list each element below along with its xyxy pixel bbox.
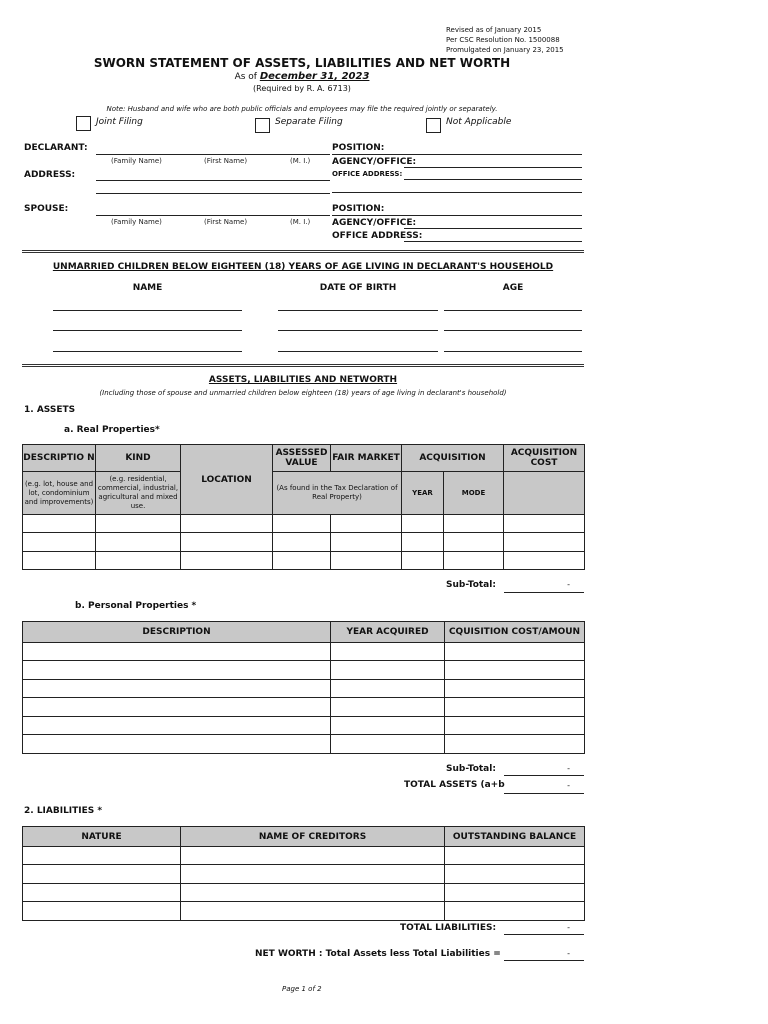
- table-row[interactable]: [23, 884, 585, 902]
- table-row[interactable]: [23, 552, 585, 570]
- declarant-agency-field[interactable]: [404, 167, 582, 168]
- declarant-family-name-caption: (Family Name): [111, 157, 162, 165]
- address-field-1[interactable]: [96, 180, 330, 181]
- real-subtotal-field: [504, 592, 584, 593]
- liabilities-creditors-header: NAME OF CREDITORS: [181, 827, 445, 847]
- address-field-2[interactable]: [96, 193, 330, 194]
- table-row[interactable]: [23, 717, 585, 735]
- real-fair-market-header: FAIR MARKET: [331, 445, 402, 472]
- net-worth-value: -: [567, 949, 570, 958]
- declarant-office-address-field-2[interactable]: [332, 192, 582, 193]
- real-tax-declaration-subheader: (As found in the Tax Declaration of Real Property): [273, 472, 402, 515]
- net-worth-label: NET WORTH : Total Assets less Total Liabilities =: [255, 949, 501, 959]
- as-of-prefix: As of: [234, 72, 257, 82]
- personal-subtotal-field: [504, 775, 584, 776]
- revision-line-2: Per CSC Resolution No. 1500088: [446, 36, 560, 44]
- table-row[interactable]: [23, 661, 585, 680]
- revision-line-1: Revised as of January 2015: [446, 26, 542, 34]
- real-kind-subheader: (e.g. residential, commercial, industrial, agricultural and mixed use.: [96, 472, 181, 515]
- real-location-header: LOCATION: [181, 445, 273, 515]
- spouse-family-name-caption: (Family Name): [111, 218, 162, 226]
- liabilities-label: 2. LIABILITIES *: [24, 806, 103, 816]
- real-acquisition-header: ACQUISITION: [402, 445, 504, 472]
- real-subtotal-value: -: [567, 580, 570, 589]
- child-name-field[interactable]: [53, 351, 242, 352]
- table-row[interactable]: [23, 902, 585, 921]
- real-mode-header: MODE: [444, 472, 504, 515]
- declarant-first-name-caption: (First Name): [204, 157, 248, 165]
- child-name-field[interactable]: [53, 330, 242, 331]
- spouse-position-label: POSITION:: [332, 204, 385, 214]
- table-row[interactable]: [23, 735, 585, 754]
- section-divider: [22, 364, 584, 367]
- assets-section-title: ASSETS, LIABILITIES AND NETWORTH: [208, 375, 398, 385]
- declarant-mi-caption: (M. I.): [290, 157, 311, 165]
- total-liabilities-value: -: [567, 923, 570, 932]
- required-by: (Required by R. A. 6713): [253, 84, 351, 93]
- real-assessed-header: ASSESSED VALUE: [273, 445, 331, 472]
- table-row[interactable]: [23, 847, 585, 865]
- real-description-header: DESCRIPTIO N: [23, 445, 96, 472]
- joint-filing-label: Joint Filing: [96, 117, 143, 127]
- personal-description-header: DESCRIPTION: [23, 622, 331, 643]
- spouse-first-name-caption: (First Name): [204, 218, 248, 226]
- personal-cost-header: CQUISITION COST/AMOUN: [445, 622, 585, 643]
- real-subtotal-label: Sub-Total:: [446, 580, 496, 590]
- table-row[interactable]: [23, 698, 585, 717]
- personal-year-header: YEAR ACQUIRED: [331, 622, 445, 643]
- spouse-mi-caption: (M. I.): [290, 218, 311, 226]
- children-dob-header: DATE OF BIRTH: [319, 283, 397, 293]
- as-of-date: December 31, 2023: [259, 71, 370, 82]
- separate-filing-checkbox[interactable]: [255, 118, 270, 133]
- personal-properties-table: [22, 621, 585, 754]
- children-age-header: AGE: [502, 283, 524, 293]
- child-age-field[interactable]: [444, 310, 582, 311]
- declarant-position-field[interactable]: [332, 154, 582, 155]
- child-age-field[interactable]: [444, 330, 582, 331]
- revision-line-3: Promulgated on January 23, 2015: [446, 46, 564, 54]
- revision-note: [446, 25, 564, 55]
- separate-filing-label: Separate Filing: [275, 117, 343, 127]
- page-number: Page 1 of 2: [282, 985, 322, 993]
- declarant-name-field[interactable]: [96, 154, 330, 155]
- assets-section-subtitle: (Including those of spouse and unmarried children below eighteen (18) years of age living in declarant's household): [99, 389, 507, 397]
- child-age-field[interactable]: [444, 351, 582, 352]
- joint-filing-checkbox[interactable]: [76, 116, 91, 131]
- total-liabilities-label: TOTAL LIABILITIES:: [400, 923, 497, 933]
- child-dob-field[interactable]: [278, 330, 438, 331]
- declarant-position-label: POSITION:: [332, 143, 385, 153]
- spouse-label: SPOUSE:: [24, 204, 69, 214]
- real-properties-table: [22, 444, 585, 570]
- as-of-line: [0, 71, 604, 82]
- not-applicable-checkbox[interactable]: [426, 118, 441, 133]
- child-name-field[interactable]: [53, 310, 242, 311]
- children-title: UNMARRIED CHILDREN BELOW EIGHTEEN (18) YEARS OF AGE LIVING IN DECLARANT'S HOUSEHOLD: [52, 262, 554, 272]
- personal-properties-label: b. Personal Properties *: [75, 601, 197, 611]
- declarant-office-address-field[interactable]: [404, 179, 582, 180]
- table-row[interactable]: [23, 865, 585, 884]
- section-divider: [22, 250, 584, 253]
- spouse-office-address-label: OFFICE ADDRESS:: [332, 231, 423, 241]
- child-dob-field[interactable]: [278, 310, 438, 311]
- real-year-header: YEAR: [402, 472, 444, 515]
- real-kind-header: KIND: [96, 445, 181, 472]
- total-liabilities-field: [504, 934, 584, 935]
- total-assets-value: -: [567, 781, 570, 790]
- child-dob-field[interactable]: [278, 351, 438, 352]
- form-title: SWORN STATEMENT OF ASSETS, LIABILITIES AND NET WORTH: [93, 56, 511, 70]
- net-worth-field: [504, 960, 584, 961]
- table-row[interactable]: [23, 680, 585, 698]
- assets-label: 1. ASSETS: [24, 405, 76, 415]
- personal-subtotal-label: Sub-Total:: [446, 764, 496, 774]
- table-row[interactable]: [23, 643, 585, 661]
- children-name-header: NAME: [132, 283, 163, 293]
- real-properties-label: a. Real Properties*: [64, 425, 160, 435]
- filing-note: Note: Husband and wife who are both public officials and employees may file the required jointly or separately.: [106, 105, 498, 113]
- spouse-name-field[interactable]: [96, 215, 330, 216]
- real-acquisition-cost-header: ACQUISITION COST: [504, 445, 585, 472]
- liabilities-table: [22, 826, 585, 921]
- real-cost-subheader: [504, 472, 585, 515]
- declarant-label: DECLARANT:: [24, 143, 88, 153]
- liabilities-nature-header: NATURE: [23, 827, 181, 847]
- spouse-office-address-field[interactable]: [404, 241, 582, 242]
- table-row[interactable]: [23, 515, 585, 533]
- spouse-position-field[interactable]: [332, 215, 582, 216]
- total-assets-label: TOTAL ASSETS (a+b: [404, 780, 505, 790]
- not-applicable-label: Not Applicable: [446, 117, 512, 127]
- table-row[interactable]: [23, 533, 585, 552]
- spouse-agency-field[interactable]: [404, 228, 582, 229]
- declarant-agency-label: AGENCY/OFFICE:: [332, 157, 417, 167]
- real-description-subheader: (e.g. lot, house and lot, condominium and improvements): [23, 472, 96, 515]
- personal-subtotal-value: -: [567, 764, 570, 773]
- liabilities-balance-header: OUTSTANDING BALANCE: [445, 827, 585, 847]
- spouse-agency-label: AGENCY/OFFICE:: [332, 218, 417, 228]
- total-assets-field: [504, 793, 584, 794]
- address-label: ADDRESS:: [24, 170, 76, 180]
- declarant-office-address-label: OFFICE ADDRESS:: [332, 170, 403, 178]
